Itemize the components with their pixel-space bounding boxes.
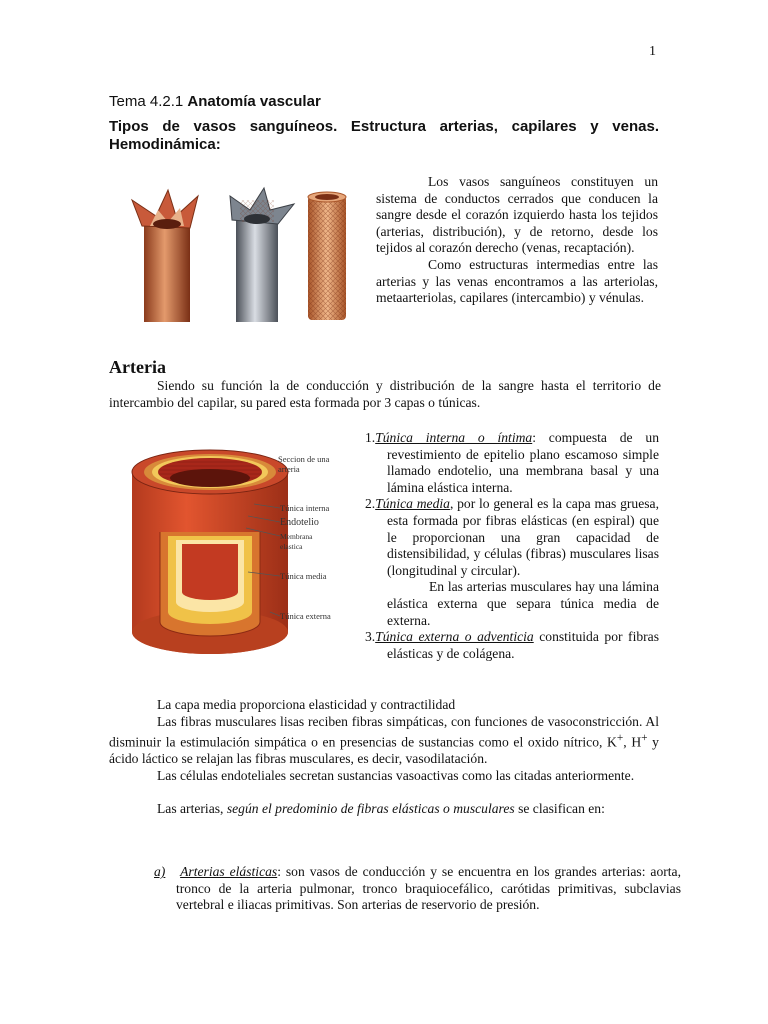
list-a-name: Arterias elásticas bbox=[180, 864, 278, 879]
artery-section-illustration bbox=[120, 432, 350, 662]
label-tunica-interna: Túnica interna bbox=[280, 503, 330, 513]
tunica-3-text: constituida por fibras elásticas y de colágena. bbox=[387, 629, 660, 661]
label-tunica-media: Túnica media bbox=[280, 571, 327, 581]
tunicas-list bbox=[365, 430, 659, 662]
tunica-item-3 bbox=[365, 629, 659, 662]
list-item-a bbox=[154, 864, 681, 914]
label-section: Seccion de una arteria bbox=[278, 454, 330, 474]
tunica-item-1 bbox=[365, 430, 659, 496]
capillary-model bbox=[308, 192, 346, 320]
tunica-item-2 bbox=[365, 496, 659, 579]
list-a-text: : son vasos de conducción y se encuentra en los grandes arterias: aorta, tronco de la arteria pulmonar, tronco braquiocefálico, carótidas primitivas, subclavias vertebral e iliacas primitivas. Son arterias de reservorio de presión. bbox=[176, 864, 681, 913]
label-tunica-externa: Túnica externa bbox=[280, 611, 331, 621]
tunica-1-text: : compuesta de un revestimiento de epitelio plano escamoso simple llamado endotelio, una membrana basal y una lámina elástica interna. bbox=[387, 430, 659, 495]
body-p2-part-a: Las fibras musculares lisas reciben fibras simpáticas, con funciones de vasoconstricción. Al disminuir la estimulación simpática o en presencias de sustancias como el oxido nítrico, K bbox=[109, 713, 659, 750]
topic-title: Anatomía vascular bbox=[187, 93, 321, 110]
vessels-drawing bbox=[128, 186, 356, 326]
body-paragraph-3: Las células endoteliales secretan sustancias vasoactivas como las citadas anteriormente. bbox=[157, 767, 635, 783]
body-paragraph-1: La capa media proporciona elasticidad y contractilidad bbox=[157, 697, 456, 712]
topic-heading bbox=[109, 93, 321, 110]
body-paragraph-4 bbox=[109, 801, 659, 818]
tunica-2-number: 2. bbox=[365, 496, 376, 512]
section-subtitle bbox=[109, 118, 659, 154]
tunica-2-note: En las arterias musculares hay una lámina elástica externa que separa túnica media de externa. bbox=[387, 579, 659, 628]
body-p4-part-b: se clasifican en: bbox=[514, 800, 605, 816]
vein-model bbox=[230, 188, 294, 322]
potassium-charge: + bbox=[616, 732, 624, 745]
tunica-1-name: Túnica interna o íntima bbox=[375, 430, 533, 445]
list-a-marker: a) bbox=[154, 864, 166, 879]
tunica-3-number: 3. bbox=[365, 629, 376, 645]
body-p2-part-c: y ácido láctico se relajan las fibras musculares, es decir, vasodilatación. bbox=[109, 734, 659, 767]
intro-paragraph-2: Como estructuras intermedias entre las arterias y las venas encontramos a las arteriolas, metaarteriolas, capilares (intercambio) y vénulas. bbox=[376, 256, 658, 306]
label-membrana: Membrana elastica bbox=[280, 532, 313, 551]
body-paragraph-2 bbox=[109, 714, 659, 768]
body-p4-emphasis: según el predominio de fibras elásticas o musculares bbox=[226, 800, 515, 816]
arteria-intro-paragraph: Siendo su función la de conducción y distribución de la sangre hasta el territorio de intercambio del capilar, su pared esta formada por 3 capas o túnicas. bbox=[109, 378, 661, 410]
section-heading-arteria: Arteria bbox=[109, 357, 166, 377]
tunica-3-name: Túnica externa o adventicia bbox=[375, 629, 534, 645]
intro-paragraph-1: Los vasos sanguíneos constituyen un sistema de conductos cerrados que conducen la sangre desde el corazón izquierdo hasta los tejidos (arterias, distribución), y de retorno, desde los tejidos al corazón derecho (venas, recaptación). bbox=[376, 174, 658, 256]
subtitle-line-1: Tipos de vasos sanguíneos. Estructura arterias, capilares y venas. bbox=[109, 118, 659, 135]
page-number: 1 bbox=[649, 44, 656, 59]
hydrogen-charge: + bbox=[641, 732, 648, 745]
body-text bbox=[109, 697, 659, 817]
vessels-illustration bbox=[128, 186, 356, 326]
tunica-2-text: , por lo general es la capa mas gruesa, esta formada por fibras elásticas (en espiral) que le proporcionan una gran capacidad de distensibilidad, y células (fibras) musculares lisas (longitudinal y circular). bbox=[387, 496, 659, 578]
intro-text bbox=[376, 174, 658, 307]
tunica-1-number: 1. bbox=[365, 430, 376, 445]
artery-model bbox=[132, 190, 198, 322]
tunica-2-name: Túnica media bbox=[375, 496, 450, 512]
topic-number: Tema 4.2.1 bbox=[109, 93, 184, 110]
arteria-intro bbox=[109, 378, 661, 411]
label-endotelio: Endotelio bbox=[280, 517, 319, 528]
subtitle-line-2: Hemodinámica: bbox=[109, 136, 221, 153]
body-p4-part-a: Las arterias, bbox=[157, 800, 227, 816]
body-p2-part-b: , H bbox=[623, 734, 642, 750]
